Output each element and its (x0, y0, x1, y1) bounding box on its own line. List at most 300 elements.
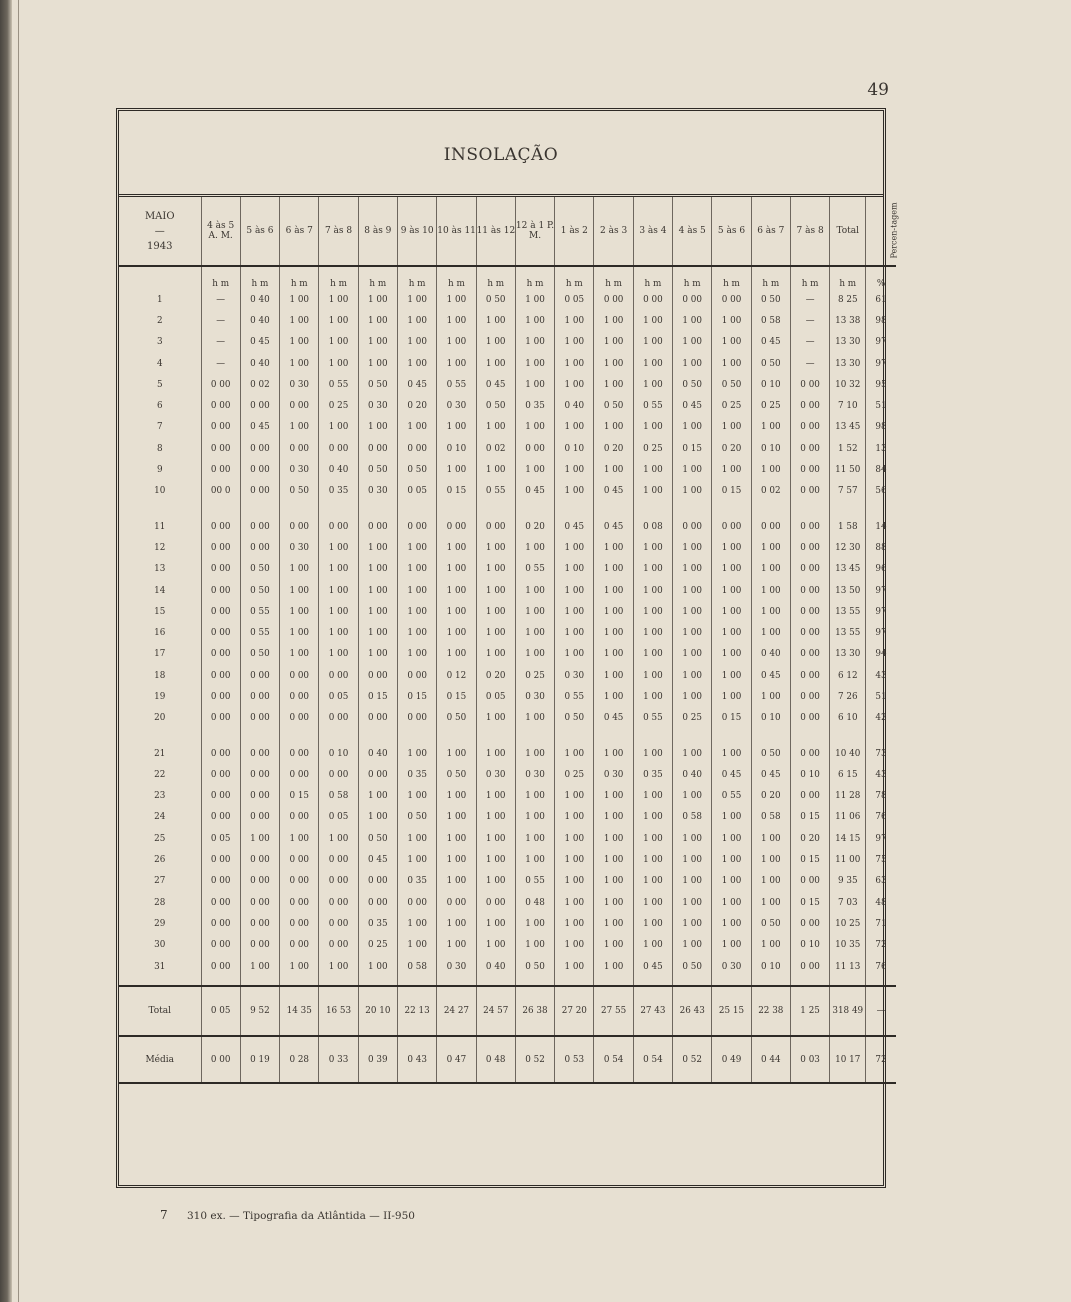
hourly-value: 0 00 (201, 417, 240, 438)
summary-value: 1 25 (790, 986, 829, 1036)
hourly-value: 1 00 (555, 310, 594, 331)
hourly-value: 1 00 (633, 332, 672, 353)
hourly-value: 1 00 (358, 332, 397, 353)
summary-value: 0 43 (397, 1036, 436, 1083)
hourly-value: 0 00 (280, 871, 319, 892)
hourly-value: 0 55 (712, 786, 751, 807)
gap-cell (555, 502, 594, 516)
gap-cell (119, 502, 201, 516)
hourly-value: 1 00 (280, 956, 319, 977)
hourly-value: 1 00 (633, 459, 672, 480)
row-percent: 51 (866, 395, 896, 416)
hourly-value: 1 00 (437, 622, 476, 643)
day-number: 3 (156, 337, 163, 348)
hourly-value: 1 00 (397, 537, 436, 558)
table-row (119, 644, 896, 665)
hourly-value: 0 50 (358, 828, 397, 849)
hourly-value: 0 00 (319, 849, 358, 870)
hourly-value: 1 00 (476, 807, 515, 828)
hourly-value: 0 45 (358, 849, 397, 870)
gap-cell (358, 729, 397, 743)
hourly-value: 1 00 (437, 580, 476, 601)
hourly-value: 1 00 (476, 871, 515, 892)
hourly-value: 0 00 (280, 516, 319, 537)
table-row (119, 417, 896, 438)
row-total: 11 13 (830, 956, 866, 977)
gap-cell (866, 729, 896, 743)
hourly-value: 0 00 (240, 892, 279, 913)
hourly-value: 1 00 (476, 913, 515, 934)
hourly-value: 1 00 (633, 622, 672, 643)
gap-cell (515, 977, 554, 986)
gap-cell (437, 502, 476, 516)
hourly-value: 0 15 (712, 481, 751, 502)
unit-label: % (866, 266, 896, 289)
hourly-value: 0 00 (673, 289, 712, 310)
hourly-value: 1 00 (712, 892, 751, 913)
hourly-value: 0 25 (633, 438, 672, 459)
hourly-value: 0 45 (594, 481, 633, 502)
hourly-value: 0 08 (633, 516, 672, 537)
hourly-value: 1 00 (397, 935, 436, 956)
hourly-value: 0 55 (555, 686, 594, 707)
table-row (119, 892, 896, 913)
hourly-value: 1 00 (555, 807, 594, 828)
hourly-value: 0 00 (397, 516, 436, 537)
day-number: 28 (154, 897, 166, 908)
hourly-value: 1 00 (594, 786, 633, 807)
hourly-value: 0 00 (751, 516, 790, 537)
day-number: 15 (154, 606, 166, 617)
summary-rows (119, 977, 896, 1083)
hourly-value: 1 00 (515, 786, 554, 807)
hourly-value: 1 00 (437, 786, 476, 807)
gap-cell (358, 502, 397, 516)
hourly-value: 0 00 (319, 892, 358, 913)
gap-cell (280, 977, 319, 986)
total-row (119, 986, 896, 1036)
hourly-value: 1 00 (633, 417, 672, 438)
row-percent: 78 (866, 786, 896, 807)
gap-cell (594, 729, 633, 743)
hourly-value: 1 00 (673, 601, 712, 622)
hourly-value: 0 00 (358, 871, 397, 892)
hourly-value: 1 00 (319, 559, 358, 580)
gap-cell (119, 977, 201, 986)
hourly-value: 1 00 (751, 580, 790, 601)
hourly-value: 1 00 (633, 743, 672, 764)
hourly-value: 1 00 (594, 828, 633, 849)
hour-header: 1 às 2 (555, 197, 594, 266)
row-percent: 98 (866, 310, 896, 331)
row-total: 13 45 (830, 417, 866, 438)
hourly-value: 1 00 (633, 353, 672, 374)
hourly-value: 0 00 (201, 580, 240, 601)
hourly-value: 1 00 (555, 622, 594, 643)
hourly-value: 1 00 (555, 537, 594, 558)
hourly-value: 1 00 (673, 743, 712, 764)
hourly-value: 1 00 (437, 559, 476, 580)
summary-value: 24 27 (437, 986, 476, 1036)
hourly-value: 1 00 (476, 559, 515, 580)
hourly-value: 1 00 (476, 580, 515, 601)
gap-cell (280, 502, 319, 516)
hourly-value: 0 00 (790, 871, 829, 892)
hourly-value: 0 40 (240, 310, 279, 331)
hourly-value: — (201, 332, 240, 353)
gap-cell (673, 977, 712, 986)
percent-header: Percen-tagem (866, 197, 896, 266)
hourly-value: 0 50 (240, 644, 279, 665)
book-spine-shadow (0, 0, 12, 1302)
hourly-value: 0 30 (555, 665, 594, 686)
hourly-value: 0 00 (280, 665, 319, 686)
hourly-value: 1 00 (240, 828, 279, 849)
day-number: 7 (156, 422, 163, 433)
hourly-value: 1 00 (397, 743, 436, 764)
hourly-value: 0 25 (515, 665, 554, 686)
hourly-value: 0 00 (280, 708, 319, 729)
hourly-value: 0 45 (594, 516, 633, 537)
unit-label: h m (594, 266, 633, 289)
hourly-value: 1 00 (476, 417, 515, 438)
row-percent: 97 (866, 601, 896, 622)
hourly-value: 0 00 (790, 559, 829, 580)
hourly-value: 0 00 (280, 395, 319, 416)
hourly-value: 0 00 (201, 559, 240, 580)
day-number: 14 (154, 585, 166, 596)
row-total: 13 50 (830, 580, 866, 601)
summary-value: 0 19 (240, 1036, 279, 1083)
hourly-value: 1 00 (594, 665, 633, 686)
hourly-value: 1 00 (397, 310, 436, 331)
hourly-value: 0 15 (437, 686, 476, 707)
row-total: 13 45 (830, 559, 866, 580)
hourly-value: 1 00 (476, 601, 515, 622)
hourly-value: 1 00 (476, 644, 515, 665)
table-row (119, 807, 896, 828)
hourly-value: — (201, 353, 240, 374)
hourly-value: 1 00 (319, 580, 358, 601)
hourly-value: 0 20 (790, 828, 829, 849)
hourly-value: 0 00 (319, 438, 358, 459)
gap-cell (397, 502, 436, 516)
hourly-value: 0 00 (201, 395, 240, 416)
hourly-value: 1 00 (280, 580, 319, 601)
hourly-value: — (790, 289, 829, 310)
hourly-value: 1 00 (751, 417, 790, 438)
hourly-value: 1 00 (358, 559, 397, 580)
table-row (119, 395, 896, 416)
hourly-value: 1 00 (515, 310, 554, 331)
hourly-value: 1 00 (673, 417, 712, 438)
hourly-value: 0 50 (751, 353, 790, 374)
hourly-value: 0 45 (555, 516, 594, 537)
hourly-value: 1 00 (515, 935, 554, 956)
hourly-value: 0 50 (555, 708, 594, 729)
hourly-value: 1 00 (437, 459, 476, 480)
hourly-value: 0 50 (397, 459, 436, 480)
hourly-value: 1 00 (437, 849, 476, 870)
gap-cell (712, 977, 751, 986)
hourly-value: 1 00 (358, 310, 397, 331)
table-row (119, 708, 896, 729)
hourly-value: 1 00 (712, 459, 751, 480)
row-percent: 95 (866, 374, 896, 395)
hourly-value: 1 00 (476, 537, 515, 558)
hourly-value: 1 00 (594, 537, 633, 558)
hourly-value: 1 00 (397, 580, 436, 601)
hourly-value: 1 00 (751, 849, 790, 870)
summary-value: 0 52 (673, 1036, 712, 1083)
row-total: 10 25 (830, 913, 866, 934)
hourly-value: 1 00 (633, 665, 672, 686)
hourly-value: 1 00 (515, 849, 554, 870)
hourly-value: 0 25 (358, 935, 397, 956)
row-percent: 84 (866, 459, 896, 480)
hourly-value: 1 00 (358, 353, 397, 374)
hourly-value: 1 00 (437, 644, 476, 665)
hourly-value: 1 00 (280, 644, 319, 665)
hourly-value: 1 00 (515, 807, 554, 828)
row-total: 10 35 (830, 935, 866, 956)
hourly-value: 1 00 (594, 935, 633, 956)
insolation-table (119, 197, 899, 1084)
hourly-value: 1 00 (437, 417, 476, 438)
hourly-value: 0 00 (319, 665, 358, 686)
hourly-value: 1 00 (712, 828, 751, 849)
hourly-value: 0 30 (358, 481, 397, 502)
row-total: 12 30 (830, 537, 866, 558)
table-row (119, 459, 896, 480)
hourly-value: 1 00 (515, 353, 554, 374)
hourly-value: 1 00 (555, 559, 594, 580)
gap-cell (751, 502, 790, 516)
day-number: 30 (154, 940, 166, 951)
hourly-value: 0 00 (201, 743, 240, 764)
hourly-value: 1 00 (594, 374, 633, 395)
hourly-value: 1 00 (397, 559, 436, 580)
table-row (119, 310, 896, 331)
hourly-value: 0 50 (437, 708, 476, 729)
hour-header: 3 às 4 (633, 197, 672, 266)
row-total: 1 52 (830, 438, 866, 459)
hour-header: 7 às 8 (790, 197, 829, 266)
hourly-value: 1 00 (673, 332, 712, 353)
hourly-value: 1 00 (319, 332, 358, 353)
hourly-value: 0 02 (751, 481, 790, 502)
hourly-value: 0 45 (240, 417, 279, 438)
hourly-value: 0 00 (319, 516, 358, 537)
hourly-value: 0 00 (358, 764, 397, 785)
hourly-value: 0 00 (476, 516, 515, 537)
hourly-value: 0 15 (280, 786, 319, 807)
hourly-value: 0 00 (240, 686, 279, 707)
hourly-value: 0 10 (751, 438, 790, 459)
hourly-value: 0 30 (280, 459, 319, 480)
gap-cell (594, 502, 633, 516)
hourly-value: 0 45 (515, 481, 554, 502)
hourly-value: 1 00 (751, 935, 790, 956)
table-row (119, 935, 896, 956)
day-number: 31 (154, 961, 166, 972)
hourly-value: 0 00 (790, 516, 829, 537)
hourly-value: 0 00 (240, 913, 279, 934)
summary-value: 24 57 (476, 986, 515, 1036)
hourly-value: 1 00 (397, 601, 436, 622)
hourly-value: 0 00 (790, 913, 829, 934)
hourly-value: 1 00 (555, 743, 594, 764)
hourly-value: 0 00 (712, 516, 751, 537)
hourly-value: 1 00 (712, 743, 751, 764)
units-row (119, 266, 896, 289)
row-total: 6 12 (830, 665, 866, 686)
hourly-value: 0 00 (397, 708, 436, 729)
gap-cell (240, 729, 279, 743)
hourly-value: 0 00 (240, 871, 279, 892)
summary-value: 0 44 (751, 1036, 790, 1083)
month-dash: — (154, 225, 165, 237)
hourly-value: 0 00 (201, 644, 240, 665)
hourly-value: 1 00 (515, 580, 554, 601)
day-number: 6 (156, 401, 163, 412)
gap-cell (866, 502, 896, 516)
hourly-value: 0 50 (437, 764, 476, 785)
gap-cell (673, 502, 712, 516)
hourly-value: 1 00 (437, 828, 476, 849)
hourly-value: 0 10 (437, 438, 476, 459)
hourly-value: 0 15 (673, 438, 712, 459)
hourly-value: 0 45 (397, 374, 436, 395)
summary-spacer (119, 977, 896, 986)
hourly-value: 1 00 (240, 956, 279, 977)
hourly-value: 0 00 (280, 764, 319, 785)
hourly-value: 0 20 (515, 516, 554, 537)
hourly-value: 1 00 (633, 892, 672, 913)
hourly-value: 0 00 (790, 708, 829, 729)
day-number: 20 (154, 713, 166, 724)
hourly-value: 0 40 (751, 644, 790, 665)
hourly-value: 1 00 (555, 644, 594, 665)
month-year-header (119, 197, 201, 266)
row-percent: 76 (866, 807, 896, 828)
row-total: 13 30 (830, 644, 866, 665)
gap-cell (437, 977, 476, 986)
hour-header: 5 às 6 (712, 197, 751, 266)
hourly-value: 1 00 (555, 580, 594, 601)
hourly-value: 0 25 (751, 395, 790, 416)
table-row (119, 828, 896, 849)
unit-label: h m (319, 266, 358, 289)
hourly-value: 1 00 (437, 310, 476, 331)
day-number: 19 (154, 691, 166, 702)
row-percent: 97 (866, 622, 896, 643)
hourly-value: 1 00 (515, 708, 554, 729)
hourly-value: 1 00 (633, 310, 672, 331)
hourly-value: 0 00 (201, 622, 240, 643)
hourly-value: 1 00 (319, 601, 358, 622)
hourly-value: 0 00 (790, 786, 829, 807)
hourly-value: 0 20 (397, 395, 436, 416)
hourly-value: 1 00 (673, 913, 712, 934)
hourly-value: 1 00 (319, 310, 358, 331)
hourly-value: 0 00 (201, 786, 240, 807)
hourly-value: 1 00 (594, 601, 633, 622)
hourly-value: 1 00 (673, 559, 712, 580)
hourly-value: 1 00 (712, 332, 751, 353)
hourly-value: 1 00 (358, 807, 397, 828)
summary-label: Total (119, 986, 201, 1036)
gap-cell (790, 502, 829, 516)
hourly-value: 1 00 (712, 871, 751, 892)
hourly-value: 0 00 (201, 708, 240, 729)
hourly-value: 1 00 (437, 743, 476, 764)
hourly-value: 1 00 (712, 580, 751, 601)
hourly-value: 1 00 (712, 686, 751, 707)
hourly-value: 0 00 (201, 686, 240, 707)
hourly-value: 0 45 (673, 395, 712, 416)
hour-header: 7 às 8 (319, 197, 358, 266)
hourly-value: 1 00 (515, 622, 554, 643)
hourly-value: 0 00 (790, 644, 829, 665)
hourly-value: 0 30 (594, 764, 633, 785)
summary-value: 0 52 (515, 1036, 554, 1083)
summary-value: 0 05 (201, 986, 240, 1036)
hourly-value: 1 00 (673, 310, 712, 331)
hourly-value: 0 00 (201, 601, 240, 622)
hourly-value: 1 00 (515, 601, 554, 622)
hourly-value: 1 00 (280, 417, 319, 438)
hourly-value: 1 00 (712, 644, 751, 665)
hourly-value: 0 00 (240, 708, 279, 729)
hourly-value: 1 00 (594, 743, 633, 764)
gap-cell (280, 729, 319, 743)
hourly-value: 1 00 (555, 828, 594, 849)
summary-total: 10 17 (830, 1036, 866, 1083)
hourly-value: 1 00 (555, 786, 594, 807)
summary-value: 26 38 (515, 986, 554, 1036)
hourly-value: 1 00 (358, 601, 397, 622)
hourly-value: 1 00 (397, 289, 436, 310)
hourly-value: 1 00 (555, 417, 594, 438)
row-percent: 97 (866, 828, 896, 849)
hourly-value: 0 50 (240, 580, 279, 601)
hourly-value: 1 00 (594, 849, 633, 870)
hourly-value: 0 00 (790, 743, 829, 764)
units-body (119, 266, 896, 289)
day-number: 26 (154, 855, 166, 866)
summary-value: 14 35 (280, 986, 319, 1036)
hourly-value: 1 00 (280, 622, 319, 643)
hourly-value: 1 00 (515, 644, 554, 665)
hourly-value: 1 00 (594, 310, 633, 331)
gap-cell (751, 729, 790, 743)
hourly-value: 0 50 (397, 807, 436, 828)
hourly-value: 0 00 (240, 665, 279, 686)
hourly-value: 1 00 (476, 459, 515, 480)
row-total: 13 30 (830, 332, 866, 353)
row-total: 8 25 (830, 289, 866, 310)
row-percent: 13 (866, 438, 896, 459)
hourly-value: 1 00 (673, 871, 712, 892)
hourly-value: 1 00 (673, 580, 712, 601)
gap-cell (712, 502, 751, 516)
units-spacer (119, 266, 201, 289)
year-label: 1943 (147, 240, 173, 252)
hourly-value: 0 00 (201, 849, 240, 870)
unit-label: h m (358, 266, 397, 289)
hourly-value: 1 00 (515, 289, 554, 310)
